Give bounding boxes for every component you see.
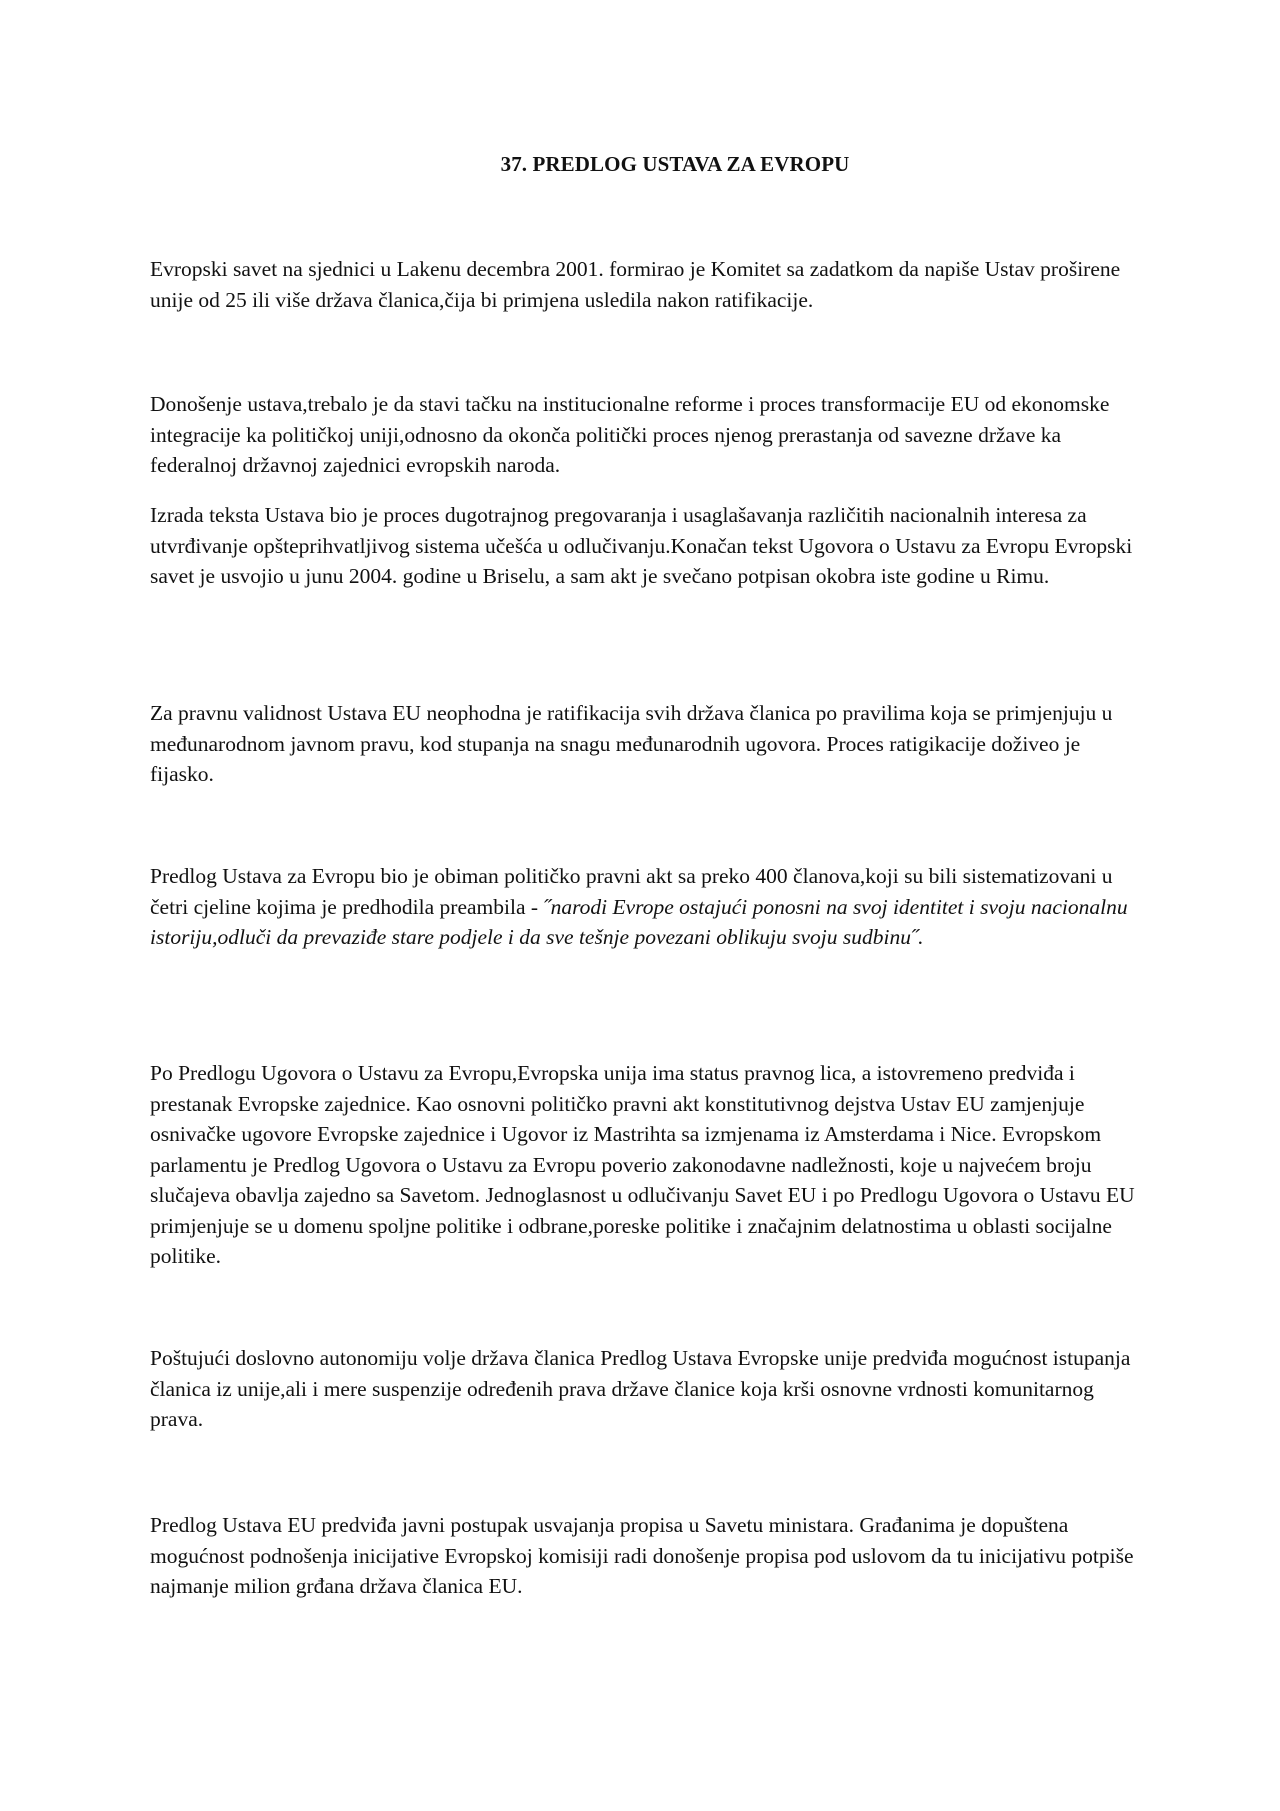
paragraph: Po Predlogu Ugovora o Ustavu za Evropu,Evropska unija ima status pravnog lica, a istovremeno predviđa i prestanak Evropske zajednice. Kao osnovni političko pravni akt konstitutivnog dejstva Ustav EU zamjenjuje osnivačke ugovore Evropske zajednice i Ugovor iz Mastrihta sa izmjenama iz Amsterdama i Nice. Evropskom parlamentu je Predlog Ugovora o Ustavu za Evropu poverio zakonodavne nadležnosti, koje u najvećem broju slučajeva obavlja zajedno sa Savetom. Jednoglasnost u odlučivanju Savet EU i po Predlogu Ugovora o Ustavu EU primjenjuje se u domenu spoljne politike i odbrane,poreske politike i značajnim delatnostima u oblasti socijalne politike. [150, 1061, 1135, 1268]
paragraph: Poštujući doslovno autonomiju volje država članica Predlog Ustava Evropske unije predviđa mogućnost istupanja članica iz unije,ali i mere suspenzije određenih prava države članice koja krši osnovne vrdnosti komunitarnog prava. [150, 1346, 1131, 1431]
paragraph: Evropski savet na sjednici u Lakenu decembra 2001. formirao je Komitet sa zadatkom da napiše Ustav proširene unije od 25 ili više država članica,čija bi primjena usledila nakon ratifikacije. [150, 257, 1121, 312]
paragraph: Predlog Ustava EU predviđa javni postupak usvajanja propisa u Savetu ministara. Građanima je dopuštena mogućnost podnošenja inicijative Evropskoj komisiji radi donošenje propisa pod uslovom da tu inicijativu potpiše najmanje milion grđana država članica EU. [150, 1513, 1134, 1598]
page-title: 37. PREDLOG USTAVA ZA EVROPU [500, 152, 850, 176]
paragraph-with-quote [150, 861, 1142, 953]
paragraph: Za pravnu validnost Ustava EU neophodna je ratifikacija svih država članica po pravilima koja se primjenjuju u međunarodnom javnom pravu, kod stupanja na snagu međunarodnih ugovora. Proces ratigikacije doživeo je fijasko. [150, 701, 1113, 786]
paragraph-tail: . [918, 925, 924, 949]
paragraph: Izrada teksta Ustava bio je proces dugotrajnog pregovaranja i usaglašavanja različitih nacionalnih interesa za utvrđivanje opšteprihvatljivog sistema učešća u odlučivanju.Konačan tekst Ugovora o Ustavu za Evropu Evropski savet je usvojio u junu 2004. godine u Briselu, a sam akt je svečano potpisan okobra iste godine u Rimu. [150, 503, 1133, 588]
paragraph-lead: Predlog Ustava za Evropu bio je obiman političko pravni akt sa preko 400 članova,koji su bili sistematizovani u četri cjeline kojima je predhodila preambila - [150, 864, 1113, 919]
paragraph: Donošenje ustava,trebalo je da stavi tačku na institucionalne reforme i proces transformacije EU od ekonomske integracije ka političkoj uniji,odnosno da okonča politički proces njenog prerastanja od savezne države ka federalnoj državnoj zajednici evropskih naroda. [150, 392, 1110, 477]
preamble-quote: ˝narodi Evrope ostajući ponosni na svoj identitet i svoju nacionalnu istoriju,odluči da prevaziđe stare podjele i da sve tešnje povezani oblikuju svoju sudbinu˝ [150, 894, 1128, 949]
